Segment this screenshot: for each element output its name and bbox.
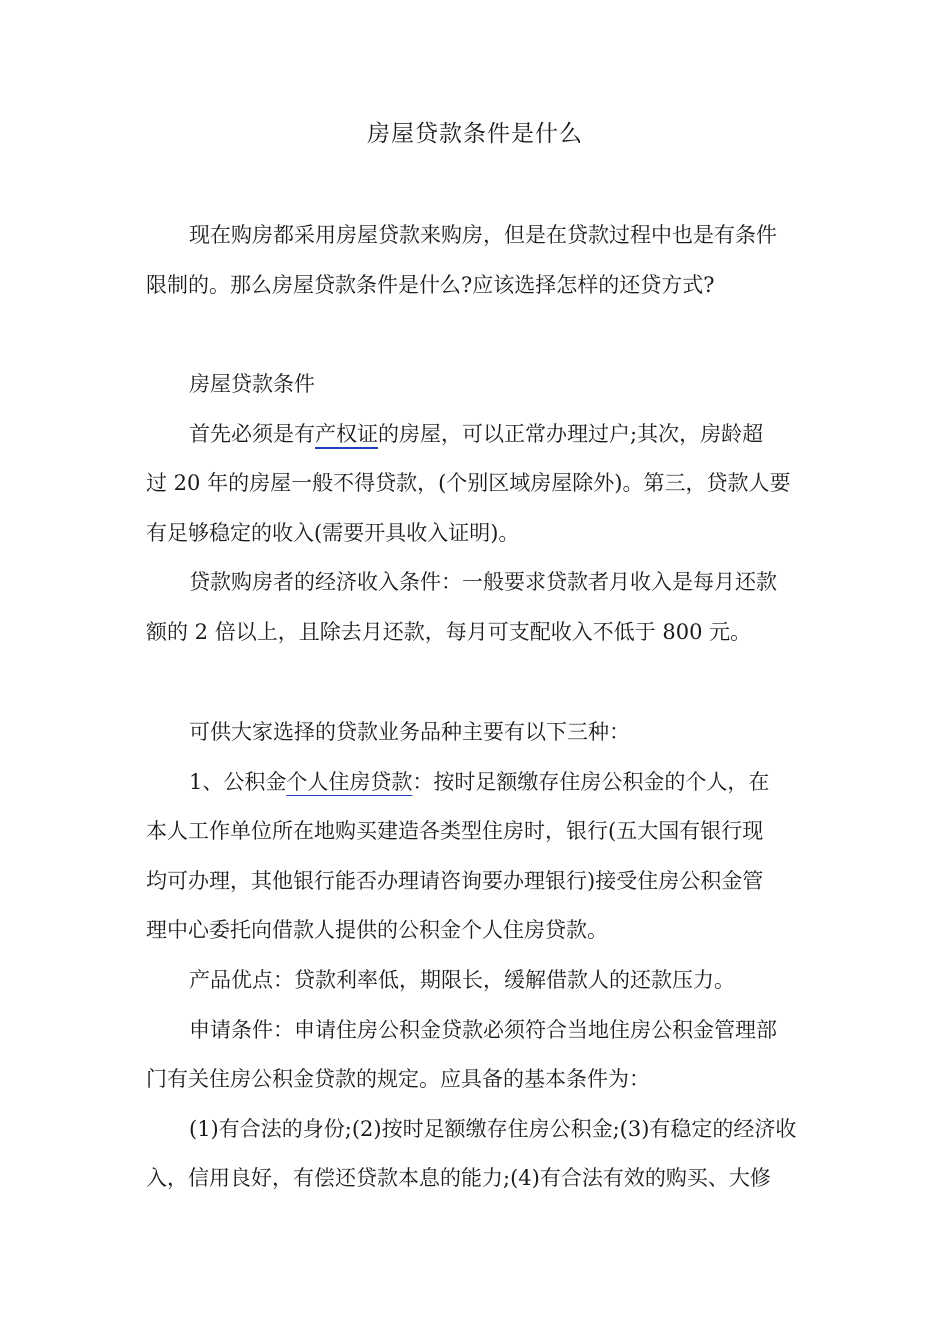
- income-line-1: 贷款购房者的经济收入条件：一般要求贷款者月收入是每月还款: [189, 570, 777, 594]
- conditions-line-3: 有足够稳定的收入(需要开具收入证明)。: [146, 521, 520, 545]
- item1-suffix: ：按时足额缴存住房公积金的个人，在: [412, 770, 770, 794]
- item1-line-1: [189, 762, 769, 802]
- item1-line-2: 本人工作单位所在地购买建造各类型住房时，银行(五大国有银行现: [146, 819, 764, 843]
- income-line-2: 额的 2 倍以上，且除去月还款，每月可支配收入不低于 800 元。: [146, 620, 752, 644]
- loan-types-intro: 可供大家选择的贷款业务品种主要有以下三种：: [189, 720, 630, 744]
- conditions-line-1-suffix: 的房屋，可以正常办理过户;其次，房龄超: [378, 422, 764, 446]
- page-title: 房屋贷款条件是什么: [367, 121, 583, 147]
- conditions-line-1: [189, 414, 763, 454]
- application-line-1: 申请条件：申请住房公积金贷款必须符合当地住房公积金管理部: [189, 1018, 777, 1042]
- intro-line-2: 限制的。那么房屋贷款条件是什么?应该选择怎样的还贷方式?: [146, 273, 715, 297]
- intro-line-1: 现在购房都采用房屋贷款来购房，但是在贷款过程中也是有条件: [189, 223, 777, 247]
- conditions-line-1-prefix: 首先必须是有: [189, 422, 315, 446]
- conditions-line-2: 过 20 年的房屋一般不得贷款，(个别区域房屋除外)。第三，贷款人要: [146, 471, 791, 495]
- item1-line-4: 理中心委托向借款人提供的公积金个人住房贷款。: [146, 918, 608, 942]
- application-line-3: (1)有合法的身份;(2)按时足额缴存住房公积金;(3)有稳定的经济收: [189, 1117, 797, 1141]
- property-certificate-link[interactable]: 产权证: [315, 422, 378, 446]
- personal-housing-loan-link[interactable]: 个人住房贷款: [286, 770, 413, 794]
- application-line-4: 入，信用良好，有偿还贷款本息的能力;(4)有合法有效的购买、大修: [146, 1166, 771, 1190]
- product-advantages: 产品优点：贷款利率低，期限长，缓解借款人的还款压力。: [189, 968, 735, 992]
- application-line-2: 门有关住房公积金贷款的规定。应具备的基本条件为：: [146, 1067, 650, 1091]
- item1-line-3: 均可办理，其他银行能否办理请咨询要办理银行)接受住房公积金管: [146, 869, 764, 893]
- item1-prefix: 1、公积金: [189, 770, 287, 794]
- section-heading-loan-conditions: 房屋贷款条件: [189, 372, 315, 396]
